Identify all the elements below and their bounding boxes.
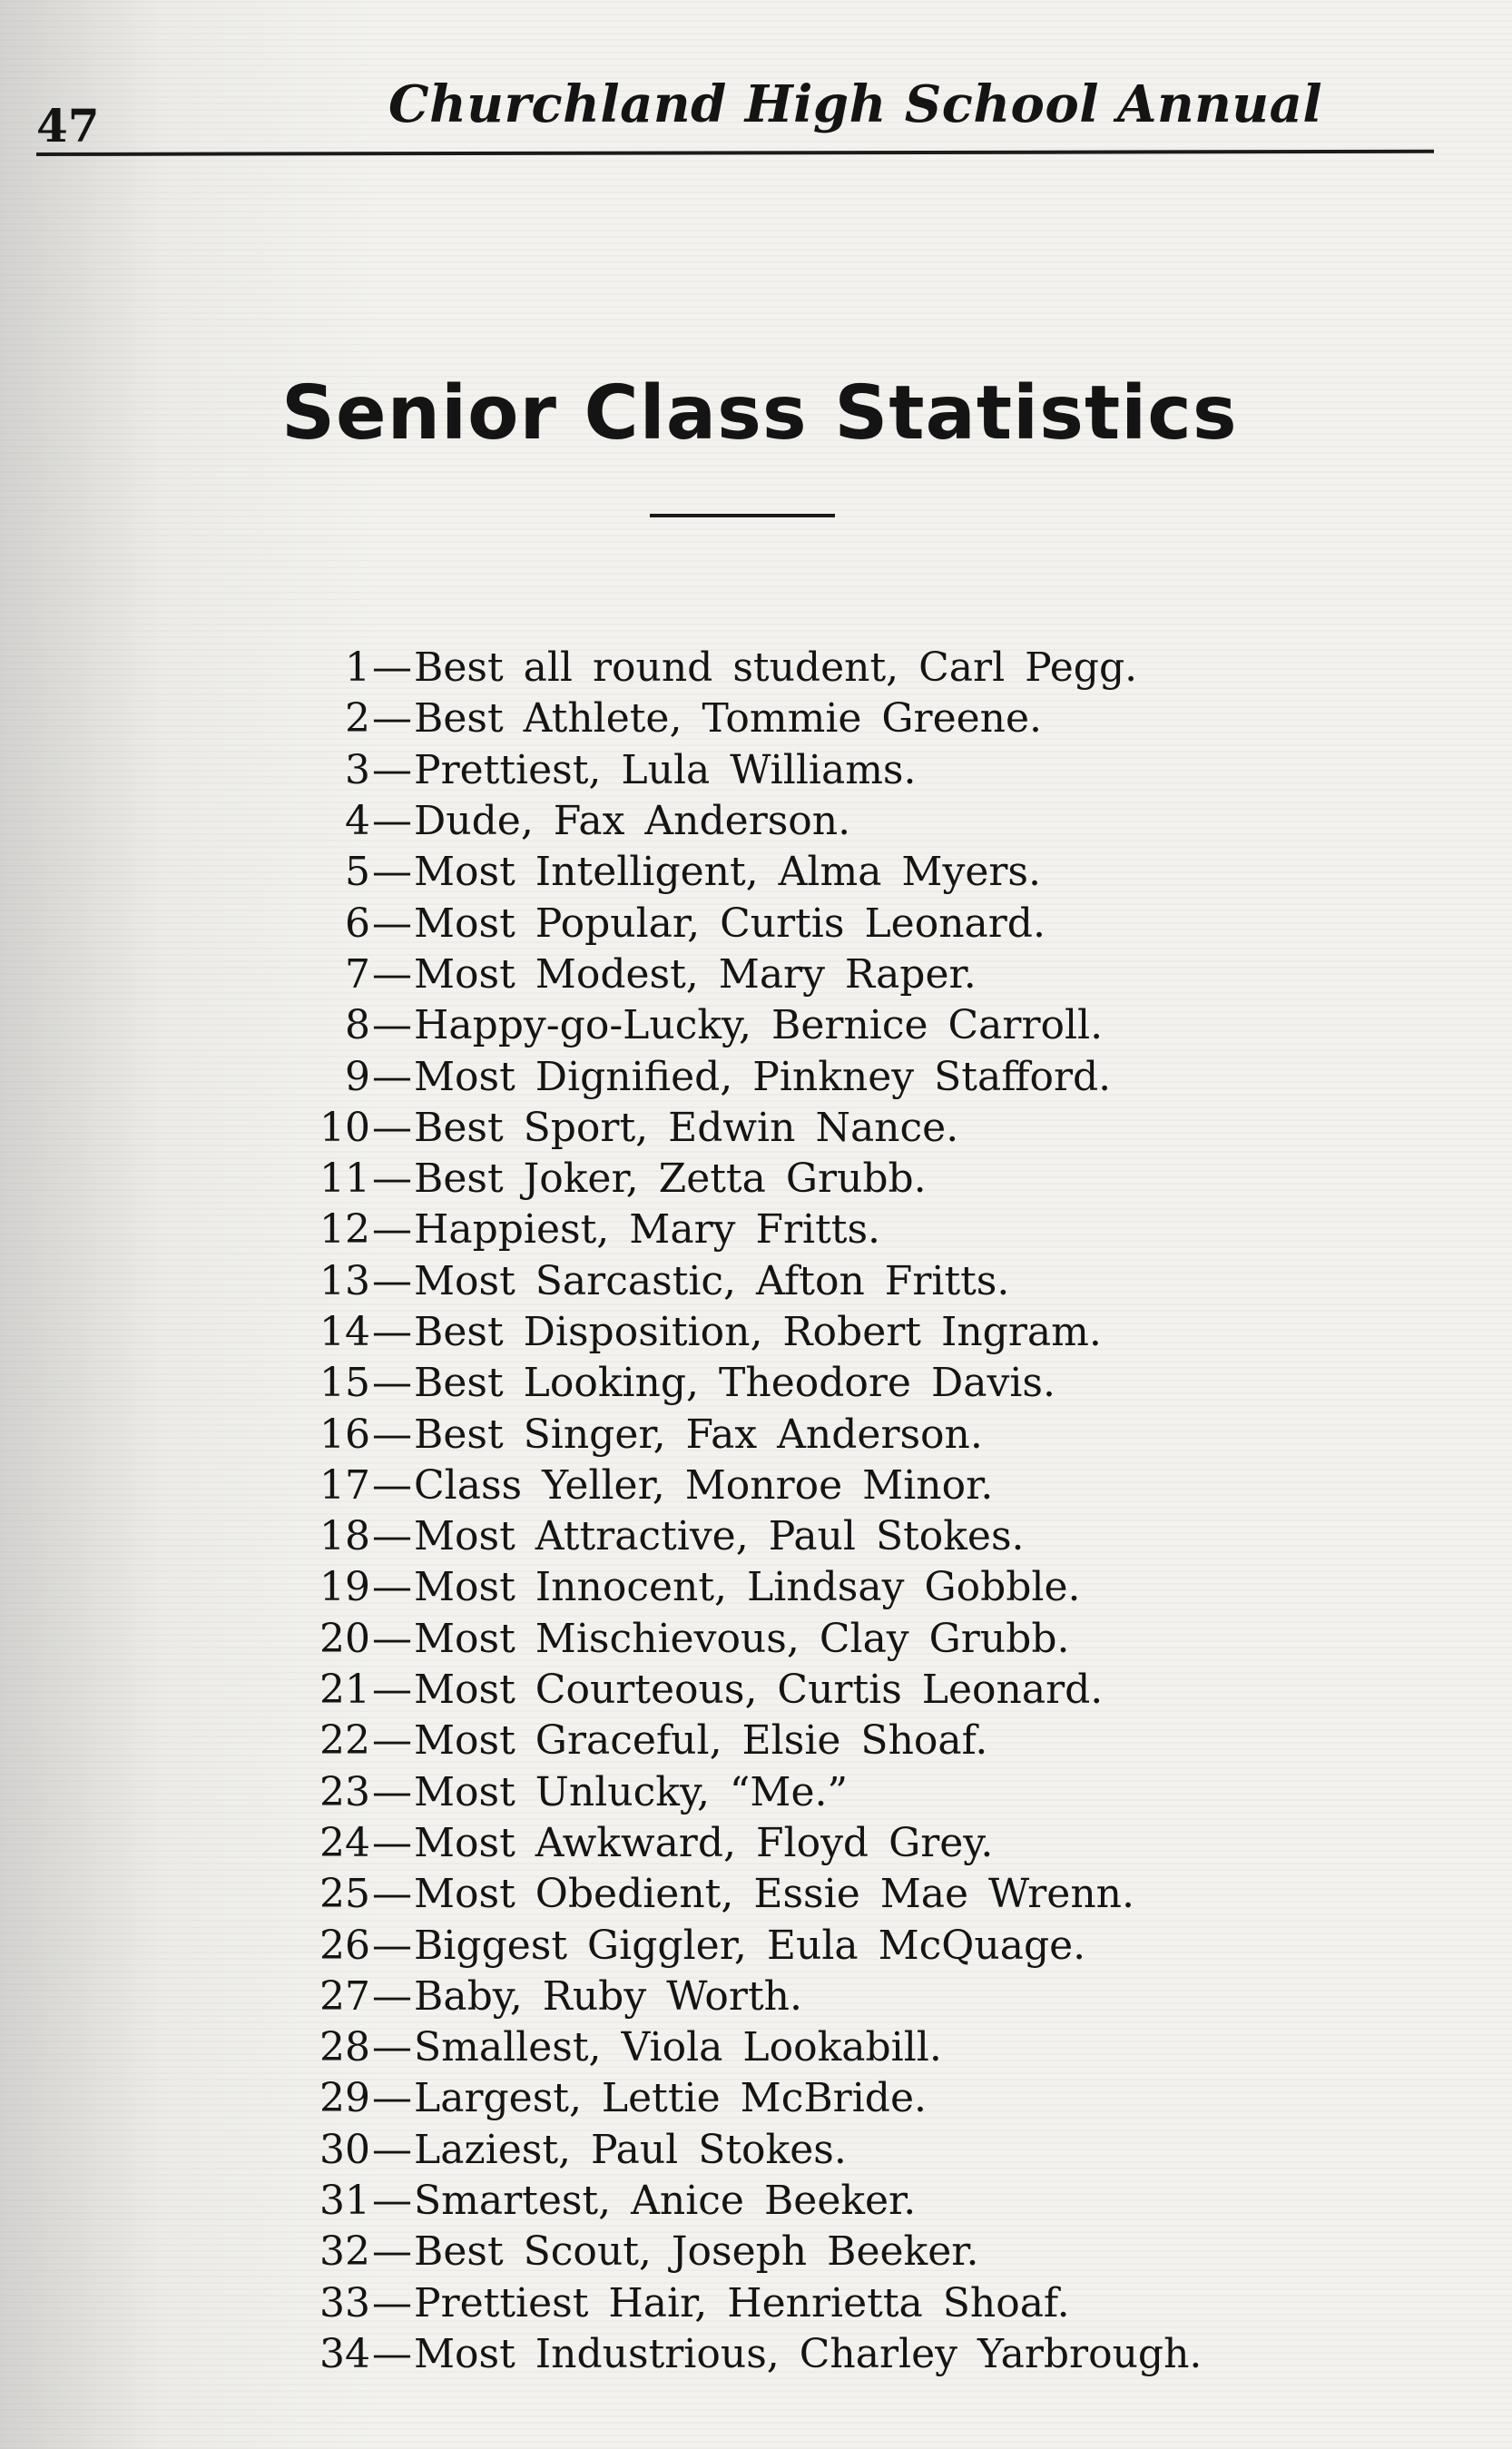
list-item-text: Best Athlete, Tommie Greene. — [414, 695, 1043, 743]
list-item-text: Smartest, Anice Beeker. — [414, 2178, 917, 2225]
list-item-number: 30 — [319, 2126, 370, 2173]
list-item-dash: — — [372, 2126, 412, 2173]
list-item-dash: — — [372, 2075, 412, 2122]
list-item — [319, 1154, 1281, 1205]
list-item-text: Most Sarcastic, Afton Fritts. — [414, 1257, 1010, 1304]
list-item-number: 23 — [319, 1768, 370, 1815]
list-item-dash: — — [372, 1156, 412, 1203]
list-item-dash: — — [372, 1513, 412, 1560]
list-item-number: 18 — [319, 1513, 370, 1560]
list-item-dash: — — [372, 644, 412, 692]
list-item-number: 24 — [319, 1819, 370, 1866]
list-item-dash: — — [372, 1411, 412, 1458]
list-item — [319, 745, 1281, 796]
list-item-number: 29 — [319, 2075, 370, 2122]
list-item-number: 32 — [319, 2228, 370, 2276]
list-item — [319, 2125, 1281, 2176]
list-item-text: Prettiest Hair, Henrietta Shoaf. — [414, 2279, 1070, 2326]
list-item — [319, 1562, 1281, 1613]
section-title: Senior Class Statistics — [281, 369, 1238, 457]
list-item — [319, 1256, 1281, 1307]
list-item-dash: — — [372, 695, 412, 743]
list-item-text: Largest, Lettie McBride. — [414, 2075, 927, 2122]
list-item-text: Most Modest, Mary Raper. — [414, 950, 977, 998]
list-item — [319, 1767, 1281, 1818]
list-item-dash: — — [372, 2178, 412, 2225]
list-item — [319, 1614, 1281, 1665]
list-item-text: Most Dignified, Pinkney Stafford. — [414, 1053, 1112, 1100]
list-item-number: 1 — [345, 644, 370, 692]
list-item — [319, 1103, 1281, 1154]
list-item — [319, 898, 1281, 949]
list-item-number: 20 — [319, 1615, 370, 1662]
list-item-dash: — — [372, 746, 412, 793]
list-item-number: 3 — [345, 746, 370, 793]
list-item — [319, 2022, 1281, 2073]
list-item-text: Biggest Giggler, Eula McQuage. — [414, 1922, 1086, 1969]
list-item-number: 21 — [319, 1667, 370, 1714]
list-item — [319, 643, 1281, 693]
list-item-dash: — — [372, 1871, 412, 1918]
list-item — [319, 1307, 1281, 1358]
list-item-dash: — — [372, 950, 412, 998]
title-rule — [650, 514, 835, 517]
list-item — [319, 1511, 1281, 1562]
list-item — [319, 1461, 1281, 1511]
list-item-number: 16 — [319, 1411, 370, 1458]
list-item-number: 8 — [345, 1002, 370, 1049]
list-item-dash: — — [372, 1461, 412, 1509]
list-item — [319, 2329, 1281, 2380]
list-item-dash: — — [372, 1615, 412, 1662]
list-item-dash: — — [372, 1206, 412, 1254]
list-item-text: Best Singer, Fax Anderson. — [414, 1411, 983, 1458]
list-item-dash: — — [372, 1564, 412, 1611]
list-item-number: 11 — [319, 1156, 370, 1203]
list-item-text: Most Courteous, Curtis Leonard. — [414, 1667, 1104, 1714]
list-item-number: 33 — [319, 2279, 370, 2326]
list-item-dash: — — [372, 1972, 412, 2020]
list-item-text: Prettiest, Lula Williams. — [414, 746, 917, 793]
list-item — [319, 2278, 1281, 2329]
list-item-text: Most Awkward, Floyd Grey. — [414, 1819, 994, 1866]
list-item-dash: — — [372, 849, 412, 896]
list-item — [319, 1051, 1281, 1102]
list-item-dash: — — [372, 900, 412, 947]
list-item-dash: — — [372, 798, 412, 845]
list-item-dash: — — [372, 1819, 412, 1866]
list-item-number: 15 — [319, 1360, 370, 1407]
statistics-list — [319, 643, 1281, 2380]
list-item-text: Best Scout, Joseph Beeker. — [414, 2228, 979, 2276]
list-item-dash: — — [372, 2330, 412, 2377]
list-item-number: 10 — [319, 1104, 370, 1151]
list-item — [319, 1818, 1281, 1869]
list-item-dash: — — [372, 2228, 412, 2276]
list-item-text: Best Joker, Zetta Grubb. — [414, 1156, 927, 1203]
list-item-number: 31 — [319, 2178, 370, 2225]
list-item-number: 9 — [345, 1053, 370, 1100]
list-item-number: 14 — [319, 1309, 370, 1355]
list-item-dash: — — [372, 1360, 412, 1407]
list-item-text: Most Intelligent, Alma Myers. — [414, 849, 1041, 896]
list-item-number: 4 — [345, 798, 370, 845]
list-item-number: 26 — [319, 1922, 370, 1969]
list-item-dash: — — [372, 1667, 412, 1714]
running-title: Churchland High School Annual — [388, 74, 1323, 134]
list-item-text: Most Obedient, Essie Mae Wrenn. — [414, 1871, 1135, 1918]
list-item-dash: — — [372, 1768, 412, 1815]
list-item-dash: — — [372, 1002, 412, 1049]
list-item-dash: — — [372, 1257, 412, 1304]
list-item-text: Best Disposition, Robert Ingram. — [414, 1309, 1102, 1355]
list-item-number: 34 — [319, 2330, 370, 2377]
list-item-dash: — — [372, 1104, 412, 1151]
list-item — [319, 1920, 1281, 1971]
list-item-text: Baby, Ruby Worth. — [414, 1972, 802, 2020]
list-item — [319, 693, 1281, 744]
list-item-text: Best all round student, Carl Pegg. — [414, 644, 1138, 692]
list-item-text: Best Looking, Theodore Davis. — [414, 1360, 1055, 1407]
list-item — [319, 1358, 1281, 1409]
list-item-text: Most Graceful, Elsie Shoaf. — [414, 1717, 988, 1765]
list-item-text: Best Sport, Edwin Nance. — [414, 1104, 959, 1151]
page-header — [36, 64, 1434, 163]
header-rule — [36, 150, 1434, 156]
list-item-text: Most Industrious, Charley Yarbrough. — [414, 2330, 1203, 2377]
list-item-text: Dude, Fax Anderson. — [414, 798, 851, 845]
list-item-text: Smallest, Viola Lookabill. — [414, 2024, 942, 2071]
list-item — [319, 796, 1281, 847]
list-item — [319, 1665, 1281, 1716]
list-item-number: 25 — [319, 1871, 370, 1918]
list-item-dash: — — [372, 2024, 412, 2071]
list-item — [319, 2176, 1281, 2227]
list-item-number: 17 — [319, 1461, 370, 1509]
list-item — [319, 2227, 1281, 2277]
list-item — [319, 847, 1281, 898]
list-item — [319, 1972, 1281, 2022]
list-item-number: 12 — [319, 1206, 370, 1254]
list-item-number: 7 — [345, 950, 370, 998]
list-item-dash: — — [372, 1922, 412, 1969]
list-item-text: Most Popular, Curtis Leonard. — [414, 900, 1046, 947]
list-item-text: Most Unlucky, “Me.” — [414, 1768, 848, 1815]
list-item-text: Class Yeller, Monroe Minor. — [414, 1461, 994, 1509]
list-item-text: Most Attractive, Paul Stokes. — [414, 1513, 1025, 1560]
list-item-text: Most Innocent, Lindsay Gobble. — [414, 1564, 1081, 1611]
list-item-text: Happiest, Mary Fritts. — [414, 1206, 881, 1254]
list-item-number: 22 — [319, 1717, 370, 1765]
list-item — [319, 1205, 1281, 1255]
list-item — [319, 2073, 1281, 2124]
list-item-number: 13 — [319, 1257, 370, 1304]
list-item-text: Most Mischievous, Clay Grubb. — [414, 1615, 1070, 1662]
list-item-number: 27 — [319, 1972, 370, 2020]
list-item — [319, 949, 1281, 1000]
list-item — [319, 1409, 1281, 1460]
list-item-number: 6 — [345, 900, 370, 947]
list-item-number: 19 — [319, 1564, 370, 1611]
list-item-text: Happy-go-Lucky, Bernice Carroll. — [414, 1002, 1104, 1049]
list-item-number: 2 — [345, 695, 370, 743]
list-item-number: 28 — [319, 2024, 370, 2071]
list-item-number: 5 — [345, 849, 370, 896]
page-number: 47 — [36, 99, 100, 152]
list-item — [319, 1000, 1281, 1051]
list-item-dash: — — [372, 2279, 412, 2326]
list-item — [319, 1716, 1281, 1766]
list-item-dash: — — [372, 1717, 412, 1765]
list-item-text: Laziest, Paul Stokes. — [414, 2126, 847, 2173]
list-item-dash: — — [372, 1053, 412, 1100]
list-item-dash: — — [372, 1309, 412, 1355]
list-item — [319, 1869, 1281, 1920]
